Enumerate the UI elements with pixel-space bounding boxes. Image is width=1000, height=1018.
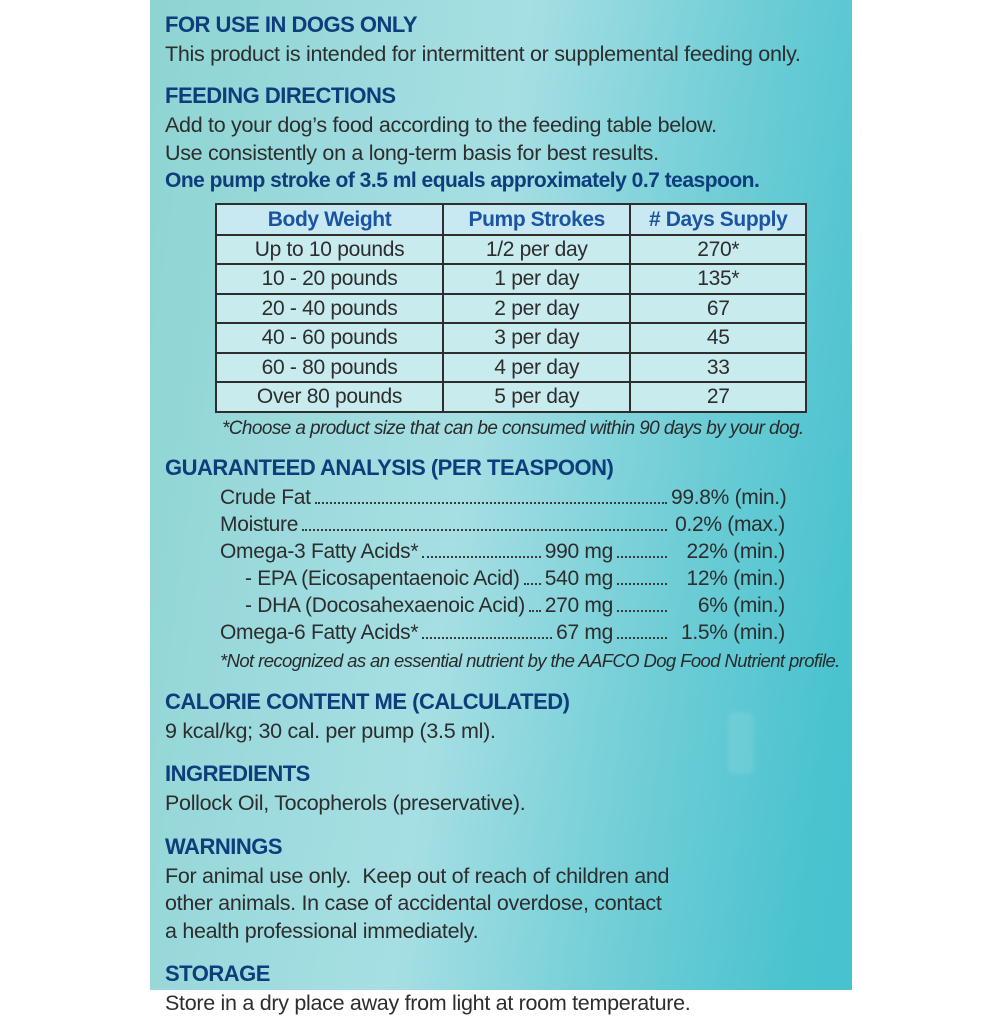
analysis-value: 6% (min.): [697, 593, 785, 617]
table-row: [216, 294, 806, 324]
cell-pump-strokes: 3 per day: [443, 323, 630, 353]
analysis-row-crude-fat: [220, 484, 785, 511]
analysis-value: 22% (min.): [686, 539, 785, 563]
cell-days-supply: 270*: [630, 235, 806, 265]
dogs-only-body: This product is intended for intermittent or supplemental feeding only.: [165, 41, 801, 66]
calorie-content-heading: CALORIE CONTENT ME (CALCULATED): [165, 688, 570, 714]
feeding-directions-heading: FEEDING DIRECTIONS: [165, 83, 396, 109]
dotted-leader: [617, 583, 667, 585]
table-row: [216, 235, 806, 265]
dotted-leader: [524, 583, 541, 585]
ingredients-body: Pollock Oil, Tocopherols (preservative).: [165, 791, 526, 816]
cell-body-weight: Up to 10 pounds: [216, 235, 443, 265]
cell-pump-strokes: 2 per day: [443, 294, 630, 324]
analysis-value: 99.8% (min.): [671, 485, 787, 509]
cell-days-supply: 45: [630, 323, 806, 353]
dotted-leader: [617, 556, 667, 558]
guaranteed-analysis-heading: GUARANTEED ANALYSIS (PER TEASPOON): [165, 454, 614, 480]
dotted-leader: [529, 610, 541, 612]
analysis-row-dha: [220, 592, 785, 619]
analysis-row-moisture: [220, 511, 785, 538]
cell-days-supply: 33: [630, 353, 806, 383]
cell-body-weight: 10 - 20 pounds: [216, 264, 443, 294]
storage-body: Store in a dry place away from light at room temperature.: [165, 991, 691, 1016]
section-feeding-directions: [165, 83, 842, 194]
col-header-pump-strokes: Pump Strokes: [443, 204, 630, 235]
analysis-label: Omega-3 Fatty Acids*: [220, 539, 419, 563]
section-storage: [165, 961, 842, 1017]
dotted-leader: [617, 610, 667, 612]
feeding-table-header-row: [216, 204, 806, 235]
cell-pump-strokes: 1 per day: [443, 264, 630, 294]
analysis-mg-amount: 270 mg: [544, 593, 613, 617]
analysis-mg-amount: 67 mg: [556, 620, 613, 644]
section-warnings: [165, 834, 842, 945]
col-header-days-supply: # Days Supply: [630, 204, 806, 235]
cell-pump-strokes: 1/2 per day: [443, 235, 630, 265]
dotted-leader: [302, 529, 667, 531]
section-dogs-only: [165, 12, 842, 68]
feeding-directions-line: Add to your dog’s food according to the feeding table below.: [165, 113, 717, 138]
product-label-panel: [150, 0, 852, 1016]
warnings-heading: WARNINGS: [165, 833, 282, 859]
dotted-leader: [422, 637, 552, 639]
analysis-value: 12% (min.): [686, 566, 785, 590]
storage-heading: STORAGE: [165, 961, 270, 987]
analysis-label: Moisture: [220, 512, 299, 536]
analysis-row-omega6: [220, 619, 785, 646]
table-footnote: *Choose a product size that can be consumed within 90 days by your dog.: [222, 417, 804, 439]
pump-stroke-note: One pump stroke of 3.5 ml equals approximately 0.7 teaspoon.: [165, 169, 760, 193]
analysis-label: Omega-6 Fatty Acids*: [220, 620, 419, 644]
dotted-leader: [422, 556, 541, 558]
analysis-footnote: *Not recognized as an essential nutrient by the AAFCO Dog Food Nutrient profile.: [220, 649, 840, 671]
ingredients-heading: INGREDIENTS: [165, 761, 310, 787]
analysis-value: 0.2% (max.): [675, 512, 785, 536]
dotted-leader: [315, 502, 667, 504]
table-row: [216, 382, 806, 412]
table-row: [216, 323, 806, 353]
table-row: [216, 353, 806, 383]
dogs-only-heading: FOR USE IN DOGS ONLY: [165, 12, 418, 37]
analysis-value: 1.5% (min.): [680, 620, 785, 644]
cell-days-supply: 135*: [630, 264, 806, 294]
dotted-leader: [617, 637, 667, 639]
background-artifact: [728, 712, 754, 774]
analysis-label: - DHA (Docosahexaenoic Acid): [245, 593, 525, 617]
analysis-row-epa: [220, 565, 785, 592]
cell-pump-strokes: 5 per day: [443, 382, 630, 412]
analysis-mg-amount: 990 mg: [544, 539, 613, 563]
analysis-label: - EPA (Eicosapentaenoic Acid): [245, 566, 520, 590]
cell-body-weight: Over 80 pounds: [216, 382, 443, 412]
feeding-directions-line: Use consistently on a long-term basis for best results.: [165, 140, 659, 165]
cell-body-weight: 40 - 60 pounds: [216, 323, 443, 353]
cell-body-weight: 60 - 80 pounds: [216, 353, 443, 383]
cell-body-weight: 20 - 40 pounds: [216, 294, 443, 324]
cell-days-supply: 27: [630, 382, 806, 412]
analysis-label: Crude Fat: [220, 485, 311, 509]
cell-days-supply: 67: [630, 294, 806, 324]
cell-pump-strokes: 4 per day: [443, 353, 630, 383]
analysis-mg-amount: 540 mg: [544, 566, 613, 590]
col-header-body-weight: Body Weight: [216, 204, 443, 235]
calorie-content-body: 9 kcal/kg; 30 cal. per pump (3.5 ml).: [165, 718, 496, 743]
guaranteed-analysis-list: [220, 484, 785, 646]
warnings-line: other animals. In case of accidental overdose, contact: [165, 891, 662, 916]
analysis-row-omega3: [220, 538, 785, 565]
table-row: [216, 264, 806, 294]
feeding-table: [215, 203, 807, 413]
section-guaranteed-analysis: [165, 455, 842, 672]
warnings-line: For animal use only. Keep out of reach of children and: [165, 863, 670, 888]
warnings-line: a health professional immediately.: [165, 918, 479, 943]
